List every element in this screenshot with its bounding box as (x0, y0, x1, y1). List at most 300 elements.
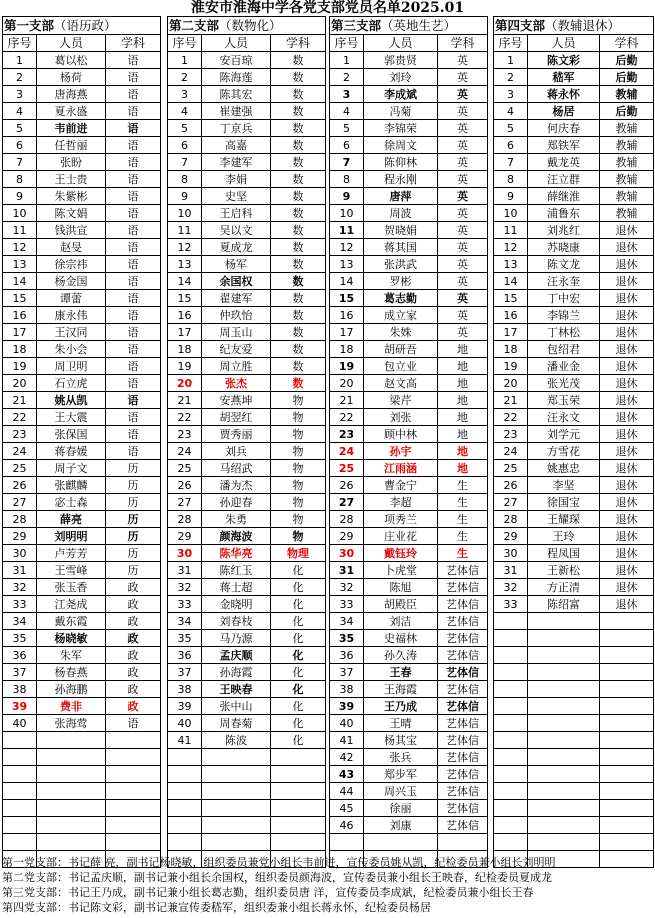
member-number: 10 (3, 205, 37, 222)
empty-row (494, 630, 654, 647)
member-number: 7 (494, 154, 528, 171)
member-subject: 政 (106, 647, 161, 664)
member-subject: 艺体信 (438, 783, 488, 800)
member-number: 41 (168, 732, 202, 749)
table-row (3, 443, 161, 460)
empty-cell (600, 749, 654, 766)
member-name: 戴东霞 (37, 613, 106, 630)
member-number: 27 (168, 494, 202, 511)
empty-row (494, 715, 654, 732)
member-name: 王乃成 (364, 698, 438, 715)
member-name: 孙迎春 (202, 494, 271, 511)
member-name: 李建军 (202, 154, 271, 171)
member-number: 26 (330, 477, 364, 494)
member-number: 16 (330, 307, 364, 324)
member-name: 陈绍富 (528, 596, 600, 613)
member-number: 17 (494, 324, 528, 341)
member-name: 张兵 (364, 749, 438, 766)
empty-cell (202, 817, 271, 834)
member-number: 26 (494, 477, 528, 494)
branch-2-table (167, 16, 326, 868)
table-row (494, 154, 654, 171)
member-name: 周玉山 (202, 324, 271, 341)
table-row (168, 392, 326, 409)
member-number: 29 (330, 528, 364, 545)
member-number: 34 (3, 613, 37, 630)
member-subject: 退休 (600, 341, 654, 358)
empty-cell (168, 834, 202, 851)
table-row (168, 103, 326, 120)
member-subject: 数 (271, 290, 326, 307)
table-row (330, 239, 488, 256)
member-subject: 数 (271, 324, 326, 341)
table-row (330, 511, 488, 528)
member-subject: 语 (106, 358, 161, 375)
member-number: 31 (168, 562, 202, 579)
member-number: 16 (3, 307, 37, 324)
member-number: 9 (330, 188, 364, 205)
member-number: 20 (330, 375, 364, 392)
member-subject: 数 (271, 358, 326, 375)
table-row (168, 222, 326, 239)
empty-cell (37, 749, 106, 766)
member-name: 王汉同 (37, 324, 106, 341)
member-name: 陈仰林 (364, 154, 438, 171)
empty-cell (106, 817, 161, 834)
member-name: 王士贵 (37, 171, 106, 188)
empty-cell (494, 715, 528, 732)
table-row (3, 324, 161, 341)
table-row (3, 664, 161, 681)
member-name: 朱小会 (37, 341, 106, 358)
member-subject: 退休 (600, 579, 654, 596)
empty-cell (600, 715, 654, 732)
member-name: 张海莺 (37, 715, 106, 732)
branch-name (168, 17, 326, 35)
member-number: 30 (168, 545, 202, 562)
empty-cell (494, 698, 528, 715)
table-row (330, 103, 488, 120)
member-name: 江雨涵 (364, 460, 438, 477)
member-name: 吴以文 (202, 222, 271, 239)
member-name: 贾秀丽 (202, 426, 271, 443)
member-number: 7 (330, 154, 364, 171)
branch-subjects: （英地生艺） (381, 18, 457, 33)
empty-cell (494, 613, 528, 630)
member-name: 夏成龙 (202, 239, 271, 256)
branch-name (3, 17, 161, 35)
member-subject: 化 (271, 647, 326, 664)
member-number: 1 (168, 52, 202, 69)
name-header: 人员 (528, 35, 600, 52)
member-subject: 地 (438, 409, 488, 426)
branch-title: 第一支部 (4, 18, 55, 33)
member-number: 36 (330, 647, 364, 664)
member-subject: 历 (106, 511, 161, 528)
empty-cell (528, 817, 600, 834)
table-row (330, 154, 488, 171)
branch-name (330, 17, 488, 35)
member-subject: 语 (106, 69, 161, 86)
empty-cell (3, 732, 37, 749)
member-subject: 地 (438, 392, 488, 409)
table-row (168, 69, 326, 86)
member-name: 包立业 (364, 358, 438, 375)
empty-cell (528, 783, 600, 800)
member-subject: 英 (438, 154, 488, 171)
member-number: 28 (494, 511, 528, 528)
empty-cell (364, 834, 438, 851)
member-number: 19 (494, 358, 528, 375)
table-row (3, 460, 161, 477)
member-name: 刘兵 (202, 443, 271, 460)
table-row (3, 188, 161, 205)
member-name: 张杰 (202, 375, 271, 392)
empty-cell (494, 681, 528, 698)
member-name: 张中山 (202, 698, 271, 715)
member-table (329, 16, 488, 868)
table-row (494, 120, 654, 137)
member-subject: 物理 (271, 545, 326, 562)
empty-cell (3, 817, 37, 834)
member-number: 31 (494, 562, 528, 579)
member-name: 项秀兰 (364, 511, 438, 528)
member-name: 李娟 (202, 171, 271, 188)
member-number: 8 (3, 171, 37, 188)
member-subject: 英 (438, 205, 488, 222)
member-name: 王映春 (202, 681, 271, 698)
table-row (330, 307, 488, 324)
member-name: 郭贵贤 (364, 52, 438, 69)
page-title: 淮安市淮海中学各党支部党员名单2025.01 (190, 0, 465, 16)
table-row (3, 630, 161, 647)
member-subject: 艺体信 (438, 749, 488, 766)
member-number: 21 (168, 392, 202, 409)
member-subject: 化 (271, 562, 326, 579)
member-number: 9 (494, 188, 528, 205)
member-subject: 化 (271, 596, 326, 613)
member-name: 张盼 (37, 154, 106, 171)
table-row (3, 477, 161, 494)
member-name: 孙海鹏 (37, 681, 106, 698)
member-name: 陈其宏 (202, 86, 271, 103)
member-number: 20 (3, 375, 37, 392)
member-subject: 物 (271, 443, 326, 460)
member-subject: 化 (271, 664, 326, 681)
table-row (3, 341, 161, 358)
member-subject: 物 (271, 426, 326, 443)
member-subject: 生 (438, 528, 488, 545)
member-name: 张麒麟 (37, 477, 106, 494)
table-row (330, 86, 488, 103)
table-row (494, 375, 654, 392)
table-row (494, 103, 654, 120)
empty-cell (271, 766, 326, 783)
member-number: 14 (330, 273, 364, 290)
table-row (168, 477, 326, 494)
table-row (330, 715, 488, 732)
branch-title: 第四支部 (495, 18, 546, 33)
table-row (3, 613, 161, 630)
table-row (3, 273, 161, 290)
member-number: 20 (168, 375, 202, 392)
member-subject: 语 (106, 120, 161, 137)
member-name: 孙宇 (364, 443, 438, 460)
member-name: 汪立群 (528, 171, 600, 188)
member-number: 3 (3, 86, 37, 103)
member-subject: 语 (106, 375, 161, 392)
member-number: 10 (168, 205, 202, 222)
member-name: 潘业金 (528, 358, 600, 375)
table-row (494, 137, 654, 154)
member-subject: 生 (438, 511, 488, 528)
subject-header: 学科 (438, 35, 488, 52)
member-name: 唐萍 (364, 188, 438, 205)
member-subject: 艺体信 (438, 681, 488, 698)
member-name: 康永伟 (37, 307, 106, 324)
member-name: 高嘉 (202, 137, 271, 154)
table-row (330, 749, 488, 766)
member-name: 杨荷 (37, 69, 106, 86)
member-number: 22 (330, 409, 364, 426)
empty-cell (37, 834, 106, 851)
member-number: 6 (168, 137, 202, 154)
empty-cell (37, 817, 106, 834)
table-row (494, 511, 654, 528)
member-number: 13 (330, 256, 364, 273)
member-number: 2 (330, 69, 364, 86)
member-number: 7 (168, 154, 202, 171)
member-name: 谭蕾 (37, 290, 106, 307)
table-row (3, 545, 161, 562)
table-row (3, 647, 161, 664)
member-number: 21 (494, 392, 528, 409)
member-number: 23 (168, 426, 202, 443)
member-number: 28 (168, 511, 202, 528)
member-name: 卢芳芳 (37, 545, 106, 562)
member-name: 钱洪宣 (37, 222, 106, 239)
member-number: 29 (3, 528, 37, 545)
member-number: 4 (3, 103, 37, 120)
empty-cell (600, 698, 654, 715)
member-number: 9 (168, 188, 202, 205)
member-name: 孙海霞 (202, 664, 271, 681)
member-number: 24 (168, 443, 202, 460)
member-number: 31 (3, 562, 37, 579)
member-number: 3 (168, 86, 202, 103)
table-row (494, 341, 654, 358)
member-subject: 退休 (600, 375, 654, 392)
member-subject: 教辅 (600, 188, 654, 205)
empty-row (168, 834, 326, 851)
member-subject: 语 (106, 443, 161, 460)
empty-row (3, 749, 161, 766)
member-number: 8 (168, 171, 202, 188)
member-table (167, 16, 326, 868)
member-name: 丁中宏 (528, 290, 600, 307)
member-number: 36 (168, 647, 202, 664)
table-row (3, 239, 161, 256)
table-row (494, 477, 654, 494)
member-name: 杨晓敏 (37, 630, 106, 647)
member-subject: 英 (438, 290, 488, 307)
member-subject: 数 (271, 341, 326, 358)
member-name: 史福林 (364, 630, 438, 647)
member-number: 10 (494, 205, 528, 222)
member-name: 陈文彩 (528, 52, 600, 69)
member-number: 12 (3, 239, 37, 256)
empty-cell (528, 613, 600, 630)
member-name: 苏晓康 (528, 239, 600, 256)
empty-cell (494, 800, 528, 817)
table-row (168, 307, 326, 324)
member-subject: 艺体信 (438, 800, 488, 817)
member-subject: 退休 (600, 511, 654, 528)
empty-cell (600, 800, 654, 817)
member-subject: 语 (106, 426, 161, 443)
member-number: 25 (168, 460, 202, 477)
table-row (330, 188, 488, 205)
member-number: 15 (494, 290, 528, 307)
member-name: 周波 (364, 205, 438, 222)
table-row (3, 52, 161, 69)
note-line: 第一党支部：书记薛 亮，副书记杨晓敏，组织委员兼党小组长韦前进，宣传委员姚从凯，纪检委员兼小组长刘明明 (2, 856, 556, 869)
member-name: 陈华亮 (202, 545, 271, 562)
member-number: 6 (3, 137, 37, 154)
member-subject: 地 (438, 341, 488, 358)
branch-subjects: （数物化） (219, 18, 282, 33)
table-row (168, 324, 326, 341)
member-name: 孙久涛 (364, 647, 438, 664)
member-number: 21 (330, 392, 364, 409)
table-row (168, 613, 326, 630)
member-subject: 后勤 (600, 69, 654, 86)
member-name: 蒋永怀 (528, 86, 600, 103)
table-row (494, 205, 654, 222)
member-subject: 数 (271, 188, 326, 205)
member-name: 蒋士超 (202, 579, 271, 596)
table-row (168, 596, 326, 613)
member-subject: 地 (438, 443, 488, 460)
member-subject: 艺体信 (438, 613, 488, 630)
branch-subjects: （教辅退休） (545, 18, 621, 33)
member-number: 5 (168, 120, 202, 137)
table-row (330, 579, 488, 596)
member-name: 刘兆红 (528, 222, 600, 239)
member-number: 2 (3, 69, 37, 86)
member-number: 6 (494, 137, 528, 154)
empty-cell (168, 817, 202, 834)
member-name: 胡殿臣 (364, 596, 438, 613)
member-subject: 语 (106, 392, 161, 409)
member-number: 15 (3, 290, 37, 307)
table-row (330, 137, 488, 154)
member-subject: 艺体信 (438, 579, 488, 596)
member-subject: 物 (271, 409, 326, 426)
member-subject: 退休 (600, 545, 654, 562)
member-name: 周立胜 (202, 358, 271, 375)
table-row (494, 596, 654, 613)
member-number: 18 (330, 341, 364, 358)
table-row (330, 392, 488, 409)
table-row (168, 358, 326, 375)
member-number: 13 (3, 256, 37, 273)
member-name: 杨金国 (37, 273, 106, 290)
empty-row (494, 800, 654, 817)
member-subject: 数 (271, 52, 326, 69)
member-subject: 教辅 (600, 205, 654, 222)
member-subject: 艺体信 (438, 732, 488, 749)
member-number: 26 (3, 477, 37, 494)
empty-cell (202, 834, 271, 851)
table-row (330, 545, 488, 562)
empty-cell (494, 664, 528, 681)
member-number: 15 (168, 290, 202, 307)
table-row (3, 579, 161, 596)
member-subject: 语 (106, 86, 161, 103)
empty-cell (600, 766, 654, 783)
member-name: 刘洁 (364, 613, 438, 630)
member-subject: 艺体信 (438, 817, 488, 834)
table-row (330, 494, 488, 511)
table-row (330, 528, 488, 545)
member-subject: 语 (106, 324, 161, 341)
member-number: 27 (3, 494, 37, 511)
empty-cell (494, 766, 528, 783)
empty-cell (528, 664, 600, 681)
empty-cell (600, 681, 654, 698)
member-name: 葛以松 (37, 52, 106, 69)
branch-title: 第二支部 (169, 18, 220, 33)
empty-cell (528, 800, 600, 817)
member-name: 刘学元 (528, 426, 600, 443)
branch-1-table (2, 16, 161, 868)
member-number: 5 (330, 120, 364, 137)
table-row (330, 205, 488, 222)
member-name: 安百琼 (202, 52, 271, 69)
member-name: 胡翌红 (202, 409, 271, 426)
empty-cell (528, 732, 600, 749)
member-number: 23 (330, 426, 364, 443)
empty-cell (494, 817, 528, 834)
empty-row (3, 817, 161, 834)
member-number: 34 (330, 613, 364, 630)
empty-cell (168, 766, 202, 783)
table-row (494, 409, 654, 426)
member-name: 安燕坤 (202, 392, 271, 409)
empty-cell (494, 749, 528, 766)
member-number: 20 (494, 375, 528, 392)
empty-cell (271, 783, 326, 800)
table-row (494, 52, 654, 69)
member-number: 36 (3, 647, 37, 664)
member-number: 40 (168, 715, 202, 732)
empty-cell (494, 630, 528, 647)
member-name: 刘张 (364, 409, 438, 426)
empty-cell (202, 783, 271, 800)
table-row (168, 188, 326, 205)
member-subject: 退休 (600, 528, 654, 545)
member-subject: 物 (271, 460, 326, 477)
table-row (494, 69, 654, 86)
member-name: 郑铁军 (528, 137, 600, 154)
subject-header: 学科 (271, 35, 326, 52)
table-row (330, 647, 488, 664)
table-row (494, 222, 654, 239)
member-number: 31 (330, 562, 364, 579)
member-subject: 历 (106, 562, 161, 579)
table-row (3, 511, 161, 528)
